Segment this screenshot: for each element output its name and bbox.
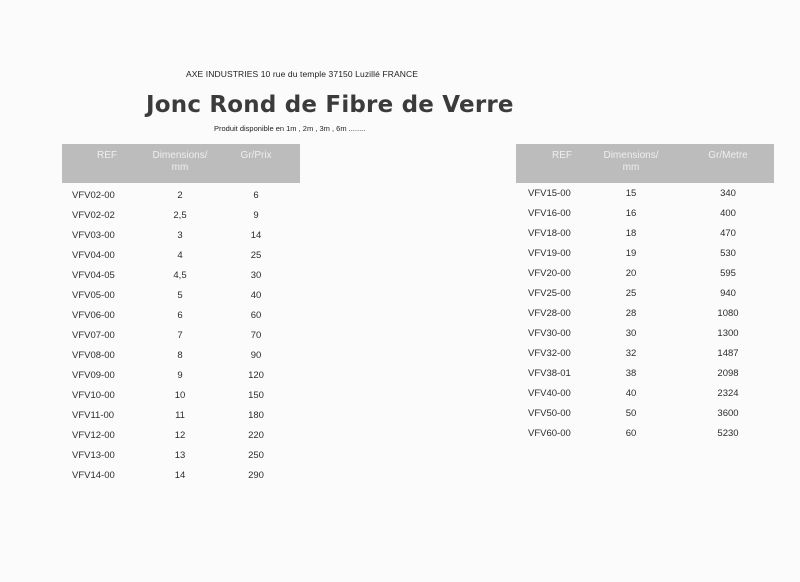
cell-value: 14 [250, 229, 262, 241]
table-left-body [62, 183, 300, 486]
cell-value: 30 [250, 269, 262, 281]
cell-ref: VFV40-00 [528, 387, 571, 399]
cell-value: 6 [253, 189, 259, 201]
cell-dimension: 30 [625, 327, 637, 339]
col-ref-header: REF [97, 150, 117, 161]
cell-value: 250 [248, 450, 264, 462]
cell-ref: VFV19-00 [528, 247, 571, 259]
table-row [516, 203, 774, 223]
table-row [62, 325, 300, 345]
cell-dimension: 3 [177, 229, 183, 241]
cell-dimension: 32 [625, 347, 637, 359]
table-row [516, 303, 774, 323]
table-right [516, 144, 774, 444]
table-row [62, 446, 300, 466]
table-row [62, 466, 300, 486]
cell-value: 1300 [717, 327, 739, 339]
table-row [62, 426, 300, 446]
cell-value: 150 [248, 389, 264, 401]
cell-dimension: 2,5 [173, 209, 187, 221]
col-price-header: Gr/Prix [240, 150, 272, 161]
cell-dimension: 10 [174, 389, 186, 401]
cell-dimension: 12 [174, 430, 186, 442]
table-row [62, 245, 300, 265]
availability-note: Produit disponible en 1m , 2m , 3m , 6m ........ [214, 124, 366, 133]
cell-dimension: 16 [625, 207, 637, 219]
cell-ref: VFV50-00 [528, 408, 571, 420]
cell-value: 940 [720, 287, 736, 299]
cell-value: 60 [250, 309, 262, 321]
cell-value: 220 [248, 430, 264, 442]
cell-value: 5230 [717, 428, 739, 440]
cell-ref: VFV30-00 [528, 327, 571, 339]
cell-value: 9 [253, 209, 259, 221]
cell-dimension: 4,5 [173, 269, 187, 281]
table-row [62, 305, 300, 325]
cell-ref: VFV32-00 [528, 347, 571, 359]
cell-dimension: 11 [175, 410, 185, 422]
cell-ref: VFV14-00 [72, 470, 115, 482]
cell-dimension: 18 [625, 227, 637, 239]
cell-ref: VFV03-00 [72, 229, 115, 241]
cell-ref: VFV38-01 [528, 367, 571, 379]
table-row [62, 225, 300, 245]
cell-ref: VFV28-00 [528, 307, 571, 319]
cell-dimension: 14 [174, 470, 186, 482]
table-left [62, 144, 300, 486]
cell-ref: VFV13-00 [72, 450, 115, 462]
table-left-header [62, 144, 300, 183]
cell-ref: VFV11-00 [72, 410, 115, 422]
table-row [62, 385, 300, 405]
cell-value: 470 [720, 227, 736, 239]
cell-value: 530 [720, 247, 736, 259]
table-row [516, 424, 774, 444]
cell-ref: VFV06-00 [72, 309, 115, 321]
cell-ref: VFV09-00 [72, 369, 115, 381]
table-row [62, 406, 300, 426]
cell-value: 180 [248, 410, 264, 422]
cell-dimension: 15 [625, 187, 637, 199]
table-row [516, 363, 774, 383]
table-row [516, 343, 774, 363]
table-row [62, 265, 300, 285]
cell-ref: VFV08-00 [72, 349, 115, 361]
cell-dimension: 6 [177, 309, 183, 321]
cell-dimension: 4 [177, 249, 183, 261]
cell-ref: VFV04-05 [72, 269, 115, 281]
cell-ref: VFV10-00 [72, 389, 115, 401]
table-row [62, 285, 300, 305]
table-row [516, 404, 774, 424]
cell-ref: VFV15-00 [528, 187, 571, 199]
cell-value: 1487 [717, 347, 739, 359]
cell-dimension: 2 [177, 189, 183, 201]
cell-dimension: 50 [625, 408, 637, 420]
cell-dimension: 19 [625, 247, 637, 259]
col-ref-header: REF [552, 150, 572, 161]
col-weight-header: Gr/Metre [708, 150, 748, 161]
cell-dimension: 13 [174, 450, 186, 462]
cell-dimension: 60 [625, 428, 637, 440]
table-row [62, 185, 300, 205]
cell-value: 40 [250, 289, 262, 301]
table-row [516, 243, 774, 263]
cell-dimension: 5 [177, 289, 183, 301]
cell-dimension: 40 [625, 387, 637, 399]
cell-ref: VFV16-00 [528, 207, 571, 219]
table-row [516, 183, 774, 203]
cell-value: 70 [250, 329, 262, 341]
cell-ref: VFV04-00 [72, 249, 115, 261]
cell-ref: VFV18-00 [528, 227, 571, 239]
cell-value: 2098 [717, 367, 739, 379]
cell-ref: VFV12-00 [72, 430, 115, 442]
cell-dimension: 9 [177, 369, 183, 381]
table-row [516, 223, 774, 243]
table-right-header [516, 144, 774, 183]
table-row [62, 365, 300, 385]
table-row [516, 323, 774, 343]
document-title: Jonc Rond de Fibre de Verre [146, 92, 514, 118]
cell-dimension: 38 [625, 367, 637, 379]
cell-ref: VFV07-00 [72, 329, 115, 341]
cell-value: 90 [250, 349, 262, 361]
company-address: AXE INDUSTRIES 10 rue du temple 37150 Luzillé FRANCE [186, 69, 418, 79]
cell-ref: VFV60-00 [528, 428, 571, 440]
table-row [62, 345, 300, 365]
cell-value: 340 [720, 187, 736, 199]
table-row [516, 383, 774, 403]
cell-value: 25 [250, 249, 262, 261]
cell-dimension: 28 [625, 307, 637, 319]
col-dimensions-header: Dimensions/ mm [152, 150, 208, 173]
cell-ref: VFV02-00 [72, 189, 115, 201]
col-dimensions-header: Dimensions/ mm [603, 150, 659, 173]
cell-value: 400 [720, 207, 736, 219]
cell-dimension: 8 [177, 349, 183, 361]
cell-ref: VFV25-00 [528, 287, 571, 299]
table-row [516, 283, 774, 303]
cell-ref: VFV20-00 [528, 267, 571, 279]
cell-value: 2324 [717, 387, 739, 399]
cell-dimension: 20 [625, 267, 637, 279]
cell-value: 3600 [717, 408, 739, 420]
cell-value: 595 [720, 267, 736, 279]
cell-value: 290 [248, 470, 264, 482]
cell-ref: VFV02-02 [72, 209, 115, 221]
table-row [516, 263, 774, 283]
table-right-body [516, 183, 774, 444]
cell-value: 1080 [717, 307, 739, 319]
cell-value: 120 [248, 369, 264, 381]
cell-ref: VFV05-00 [72, 289, 115, 301]
table-row [62, 205, 300, 225]
cell-dimension: 25 [625, 287, 637, 299]
cell-dimension: 7 [177, 329, 183, 341]
